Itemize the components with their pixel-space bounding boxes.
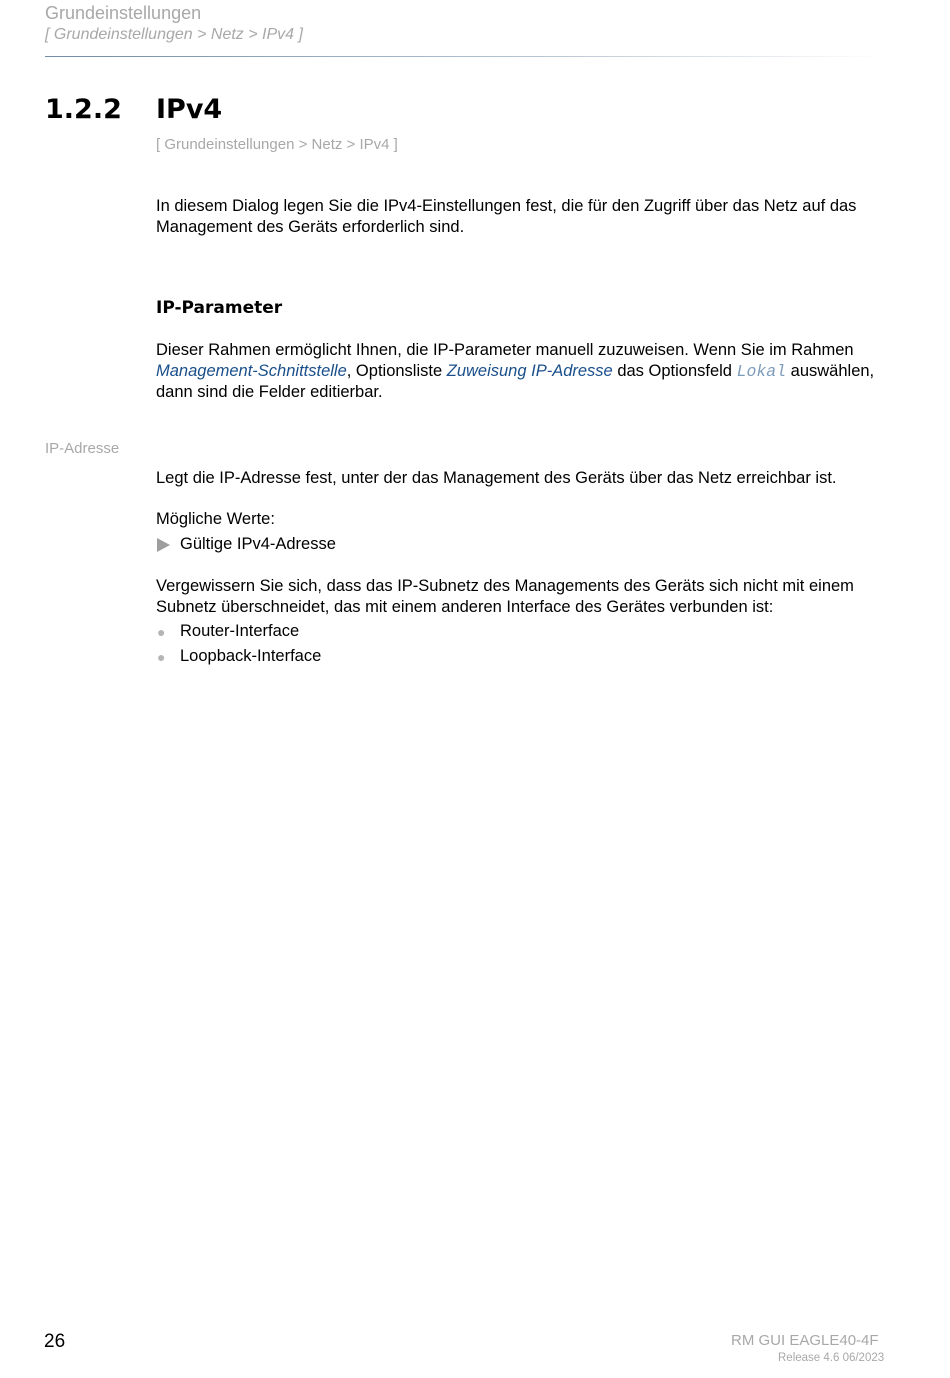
description-text: auswählen, dann sind die Felder editierbar. <box>156 362 875 401</box>
header-breadcrumb: [ Grundeinstellungen > Netz > IPv4 ] <box>45 26 303 43</box>
ip-parameter-description <box>156 340 901 403</box>
interface-list-item: Loopback-Interface <box>180 647 322 665</box>
description-text: Dieser Rahmen ermöglicht Ihnen, die IP-Parameter manuell zuzuweisen. Wenn Sie im Rahmen <box>156 341 854 359</box>
management-interface-link[interactable]: Management-Schnittstelle <box>156 362 347 380</box>
ip-address-description: Legt die IP-Adresse fest, unter der das Management des Geräts über das Netz erreichbar ist. <box>156 469 837 487</box>
description-text: , Optionsliste <box>346 362 447 380</box>
interface-list-item: Router-Interface <box>180 622 300 640</box>
bullet-icon: ● <box>157 624 166 640</box>
page-number: 26 <box>44 1331 66 1352</box>
subnet-note: Vergewissern Sie sich, dass das IP-Subnetz des Managements des Geräts sich nicht mit einem Subnetz überschneidet, das mit einem anderen Interface des Gerätes verbunden ist: <box>156 577 854 616</box>
possible-values-label: Mögliche Werte: <box>156 510 275 528</box>
section-intro: In diesem Dialog legen Sie die IPv4-Einstellungen fest, die für den Zugriff über das Netz auf das Management des Geräts erforderlich sind. <box>156 197 857 236</box>
section-breadcrumb: [ Grundeinstellungen > Netz > IPv4 ] <box>156 136 398 153</box>
description-text: das Optionsfeld <box>612 362 737 380</box>
footer-document-name: RM GUI EAGLE40-4F <box>731 1332 879 1349</box>
ip-address-side-label: IP-Adresse <box>45 440 120 457</box>
ip-address-assignment-link[interactable]: Zuweisung IP-Adresse <box>446 362 613 380</box>
section-title: IPv4 <box>156 94 223 125</box>
section-number: 1.2.2 <box>45 94 122 125</box>
bullet-icon: ● <box>157 649 166 665</box>
possible-value-item: Gültige IPv4-Adresse <box>180 535 336 553</box>
ip-parameter-heading: IP-Parameter <box>156 298 283 318</box>
header-title: Grundeinstellungen <box>45 3 202 23</box>
header-divider <box>45 56 885 57</box>
list-arrow-icon <box>157 538 170 552</box>
option-local-code: Lokal <box>736 362 787 381</box>
footer-release: Release 4.6 06/2023 <box>778 1352 885 1364</box>
